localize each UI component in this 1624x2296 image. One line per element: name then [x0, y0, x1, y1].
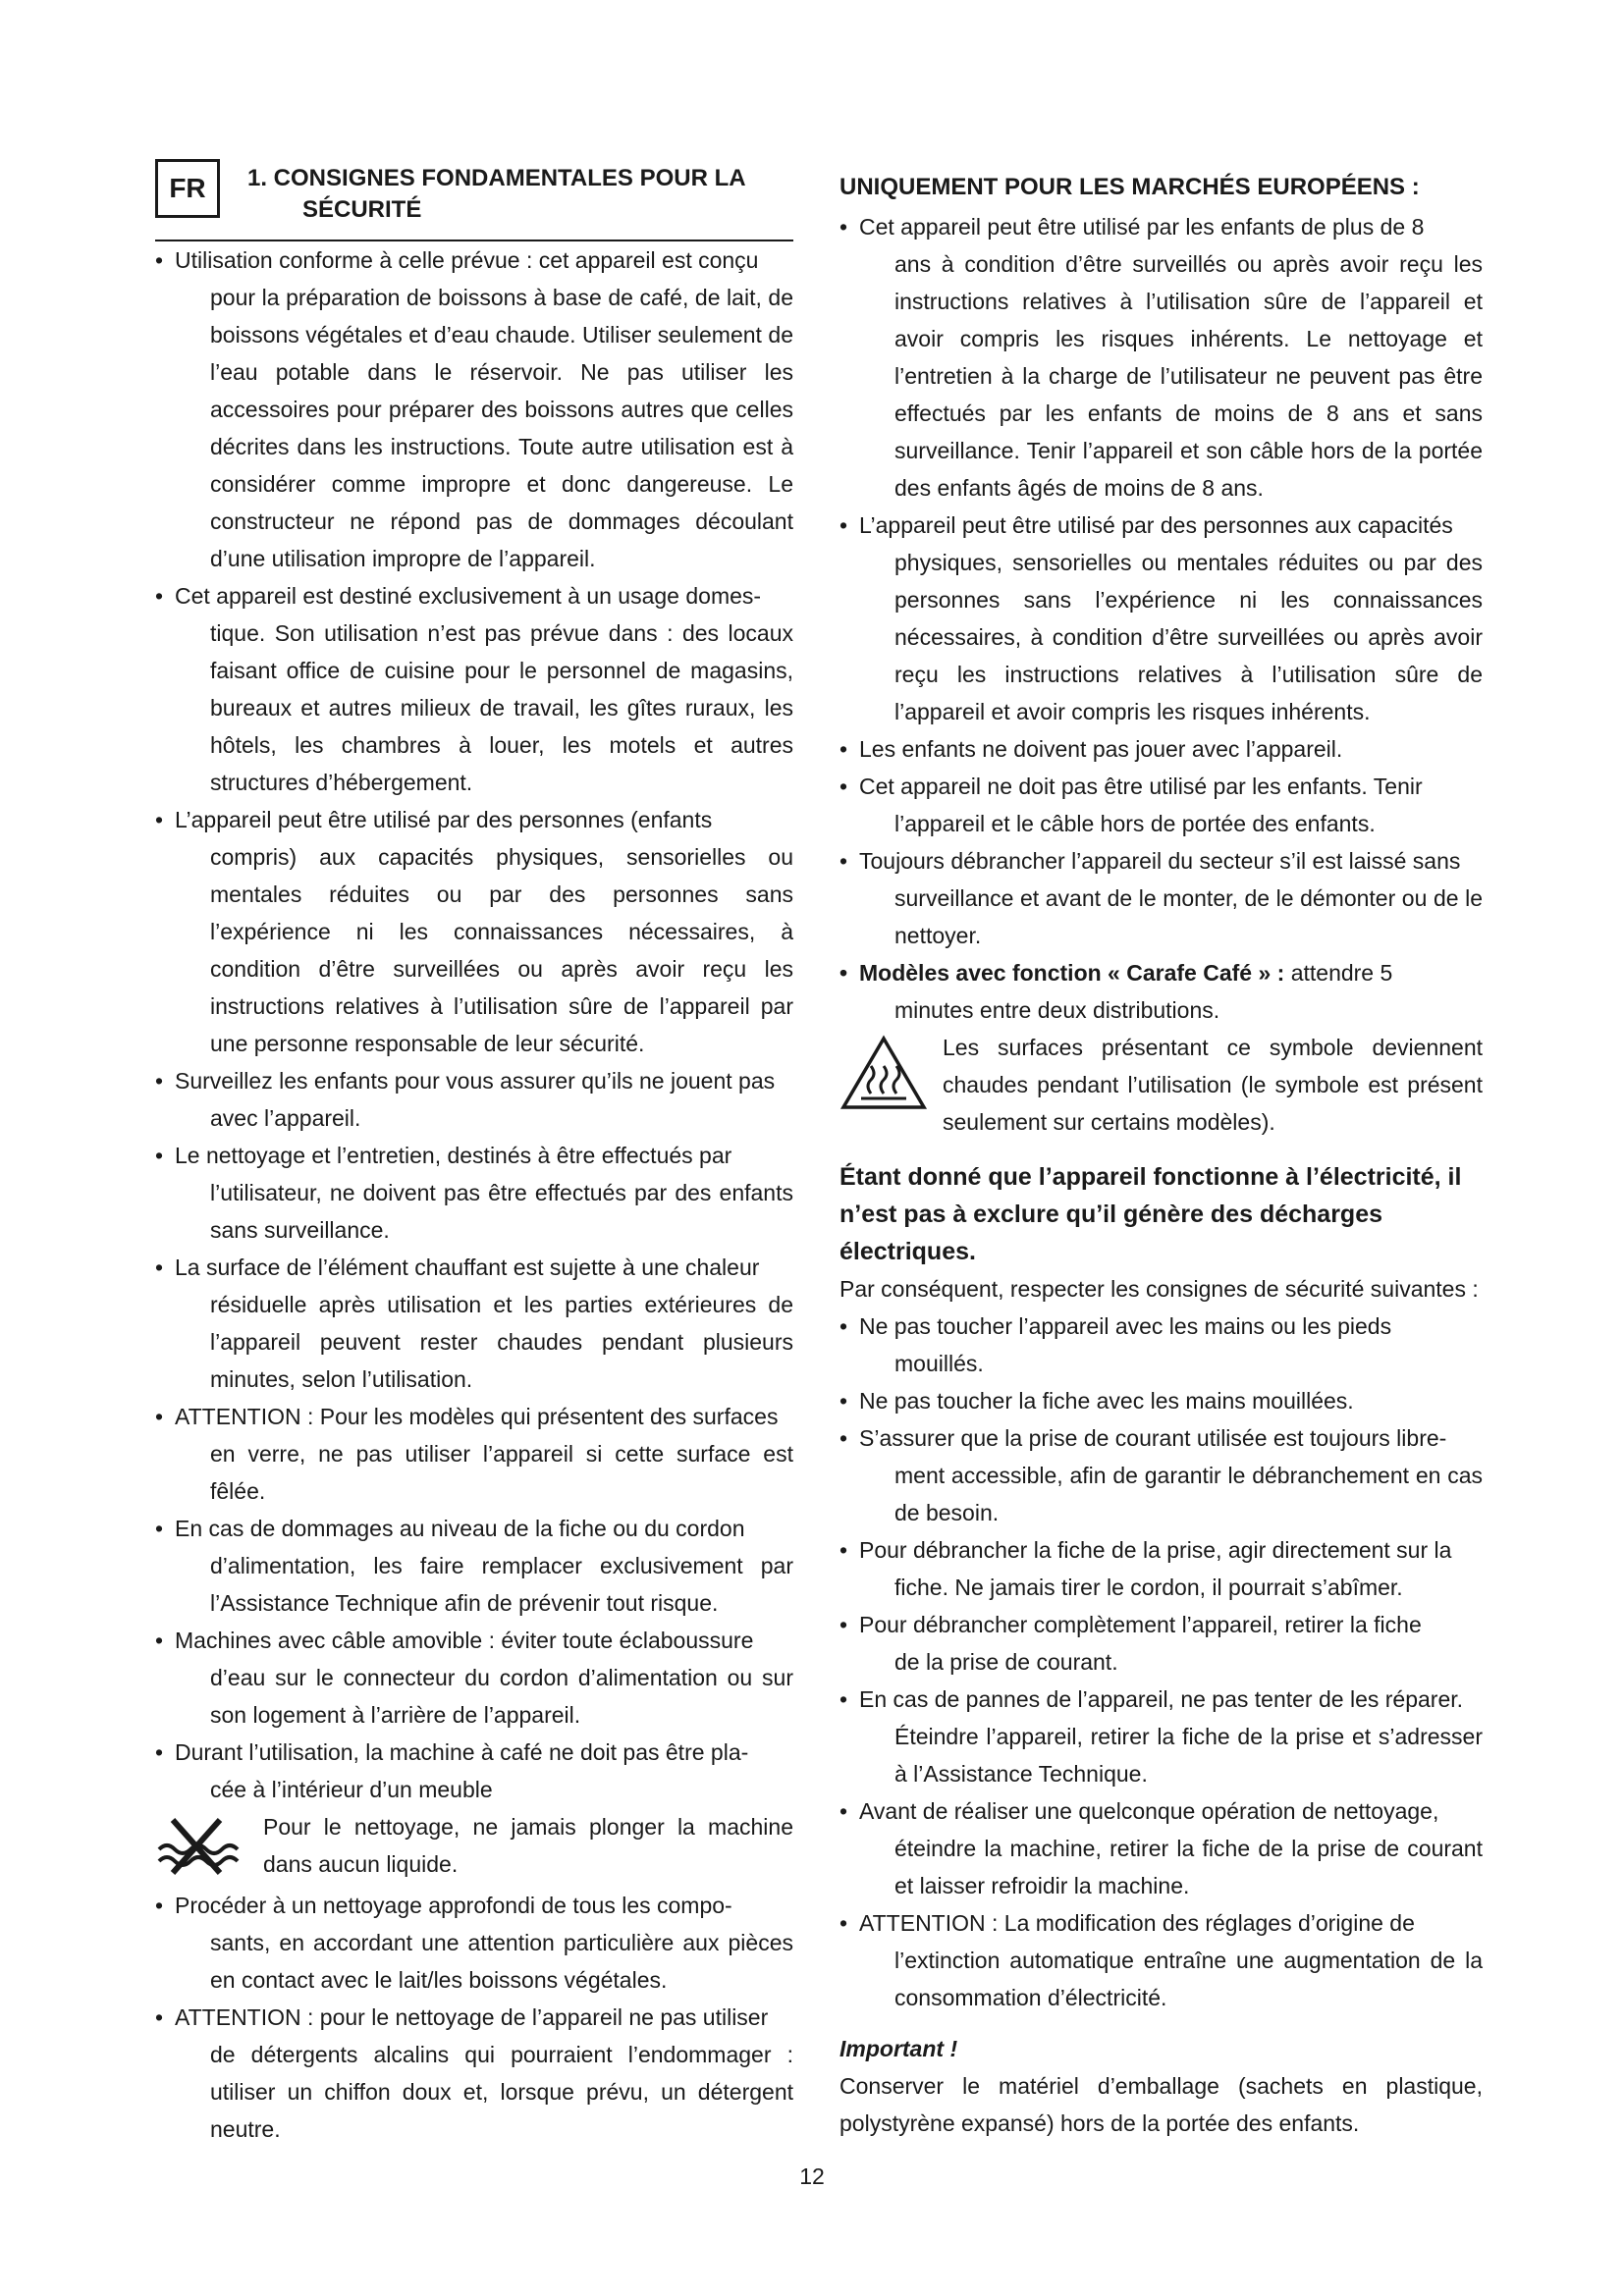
- hot-surface-warning-icon: [839, 1033, 928, 1111]
- list-item: • Ne pas toucher l’appareil avec les mains ou les pieds mouillés.: [839, 1313, 1392, 1376]
- list-item: • Avant de réaliser une quelconque opération de nettoyage, éteindre la machine, retirer la fiche de la prise de courant et laisser refroidir la machine.: [839, 1798, 1483, 1898]
- right-safety-list: [839, 208, 1483, 1029]
- list-item: • Durant l’utilisation, la machine à café ne doit pas être pla- cée à l’intérieur d’un meuble: [155, 1739, 749, 1802]
- list-item: • L’appareil peut être utilisé par des personnes (enfants compris) aux capacités physiques, sensorielles ou mentales réduites ou par des personnes sans l’expérience ni les connaissances nécessaires, à condition d’être surveillées ou après avoir reçu les instructions relatives à l’utilisation sûre de l’appareil par une personne responsable de leur sécurité.: [155, 807, 793, 1056]
- page-number: 12: [799, 2163, 825, 2189]
- important-text: Conserver le matériel d’emballage (sachets en plastique, polystyrène expansé) hors de la portée des enfants.: [839, 2073, 1483, 2136]
- right-electric-list: [839, 1308, 1483, 2016]
- list-item: • Cet appareil ne doit pas être utilisé par les enfants. Tenir l’appareil et le câble hors de portée des enfants.: [839, 774, 1423, 836]
- section-title: [247, 163, 746, 226]
- list-item: • En cas de dommages au niveau de la fiche ou du cordon d’alimentation, les faire remplacer exclusivement par l’Assistance Technique afin de prévenir tout risque.: [155, 1516, 793, 1616]
- list-item: • ATTENTION : Pour les modèles qui présentent des surfaces en verre, ne pas utiliser l’appareil si cette surface est fêlée.: [155, 1404, 793, 1504]
- hot-surface-note: [839, 1029, 1483, 1141]
- list-item: • ATTENTION : pour le nettoyage de l’appareil ne pas utiliser de détergents alcalins qui pourraient l’endommager : utiliser un chiffon doux et, lorsque prévu, un détergent neutre.: [155, 2004, 793, 2142]
- list-item: • Cet appareil peut être utilisé par les enfants de plus de 8 ans à condition d’être surveillés ou après avoir reçu les instructions relatives à l’utilisation sûre de l’appareil et avoir compris les risques inhérents. Le nettoyage et l’entretien à la charge de l’utilisateur ne peuvent pas être effectués par les enfants de moins de 8 ans et sans surveillance. Tenir l’appareil et son câble hors de la portée des enfants âgés de moins de 8 ans.: [839, 214, 1483, 501]
- section-title-line1: 1. CONSIGNES FONDAMENTALES POUR LA: [247, 165, 746, 191]
- list-item: • Utilisation conforme à celle prévue : cet appareil est conçu pour la préparation de boissons à base de café, de lait, de boissons végétales et d’eau chaude. Utiliser seulement de l’eau potable dans le réservoir. Ne pas utiliser les accessoires pour préparer des boissons autres que celles décrites dans les instructions. Toute autre utilisation est à considérer comme impropre et donc dangereuse. Le constructeur ne répond pas de dommages découlant d’une utilisation impropre de l’appareil.: [155, 247, 793, 571]
- list-item: • Ne pas toucher la fiche avec les mains mouillées.: [839, 1388, 1354, 1414]
- left-column: [155, 159, 793, 2148]
- right-column: [839, 169, 1483, 2142]
- carafe-label: Modèles avec fonction « Carafe Café » :: [859, 960, 1285, 986]
- consequence-text: Par conséquent, respecter les consignes de sécurité suivantes :: [839, 1276, 1479, 1302]
- hot-surface-text: Les surfaces présentant ce symbole deviennent chaudes pendant l’utilisation (le symbole est présent seulement sur certains modèles).: [943, 1035, 1483, 1135]
- list-item: • S’assurer que la prise de courant utilisée est toujours libre- ment accessible, afin de garantir le débranchement en cas de besoin.: [839, 1425, 1483, 1525]
- eu-markets-title: UNIQUEMENT POUR LES MARCHÉS EUROPÉENS :: [839, 174, 1420, 200]
- list-item: • ATTENTION : La modification des réglages d’origine de l’extinction automatique entraîne une augmentation de la consommation d’électricité.: [839, 1910, 1483, 2010]
- list-item: • L’appareil peut être utilisé par des personnes aux capacités physiques, sensorielles ou mentales réduites ou par des personnes sans l’expérience ni les connaissances nécessaires, à condition d’être surveillées ou après avoir reçu les instructions relatives à l’utilisation sûre de l’appareil et avoir compris les risques inhérents.: [839, 512, 1483, 724]
- section-title-line2: SÉCURITÉ: [302, 196, 422, 223]
- list-item: • La surface de l’élément chauffant est sujette à une chaleur résiduelle après utilisation et les parties extérieures de l’appareil peuvent rester chaudes pendant plusieurs minutes, selon l’utilisation.: [155, 1255, 793, 1392]
- electric-warning: Étant donné que l’appareil fonctionne à l’électricité, il n’est pas à exclure qu’il génère des décharges électriques.: [839, 1163, 1462, 1265]
- section-header: [155, 159, 793, 241]
- list-item: • Surveillez les enfants pour vous assurer qu’ils ne jouent pas avec l’appareil.: [155, 1068, 776, 1131]
- language-badge: FR: [155, 159, 220, 218]
- list-item: • Les enfants ne doivent pas jouer avec l’appareil.: [839, 736, 1343, 762]
- no-immersion-text: Pour le nettoyage, ne jamais plonger la machine dans aucun liquide.: [263, 1814, 793, 1877]
- list-item: • Cet appareil est destiné exclusivement à un usage domes- tique. Son utilisation n’est pas prévue dans : des locaux faisant office de cuisine pour le personnel de magasins, bureaux et autres milieux de travail, les gîtes ruraux, les hôtels, les chambres à louer, les motels et autres structures d’hébergement.: [155, 583, 793, 795]
- no-immersion-icon: [155, 1812, 253, 1891]
- important-label: Important !: [839, 2036, 958, 2061]
- list-item: • Pour débrancher complètement l’appareil, retirer la fiche de la prise de courant.: [839, 1612, 1422, 1675]
- list-item: • Toujours débrancher l’appareil du secteur s’il est laissé sans surveillance et avant de le monter, de le démonter ou de le nettoyer.: [839, 848, 1483, 948]
- left-safety-list-2: [155, 1887, 793, 2148]
- list-item: • Machines avec câble amovible : éviter toute éclaboussure d’eau sur le connecteur du cordon d’alimentation ou sur son logement à l’arrière de l’appareil.: [155, 1628, 793, 1728]
- list-item: • En cas de pannes de l’appareil, ne pas tenter de les réparer. Éteindre l’appareil, retirer la fiche de la prise et s’adresser à l’Assistance Technique.: [839, 1686, 1483, 1787]
- list-item: • Pour débrancher la fiche de la prise, agir directement sur la fiche. Ne jamais tirer le cordon, il pourrait s’abîmer.: [839, 1537, 1452, 1600]
- list-item-carafe: • Modèles avec fonction « Carafe Café » : attendre 5 minutes entre deux distributions.: [839, 960, 1393, 1023]
- list-item: • Le nettoyage et l’entretien, destinés à être effectués par l’utilisateur, ne doivent pas être effectués par des enfants sans surveillance.: [155, 1143, 793, 1243]
- list-item: • Procéder à un nettoyage approfondi de tous les compo- sants, en accordant une attention particulière aux pièces en contact avec le lait/les boissons végétales.: [155, 1893, 793, 1993]
- left-safety-list: [155, 241, 793, 1808]
- no-immersion-note: [155, 1808, 793, 1887]
